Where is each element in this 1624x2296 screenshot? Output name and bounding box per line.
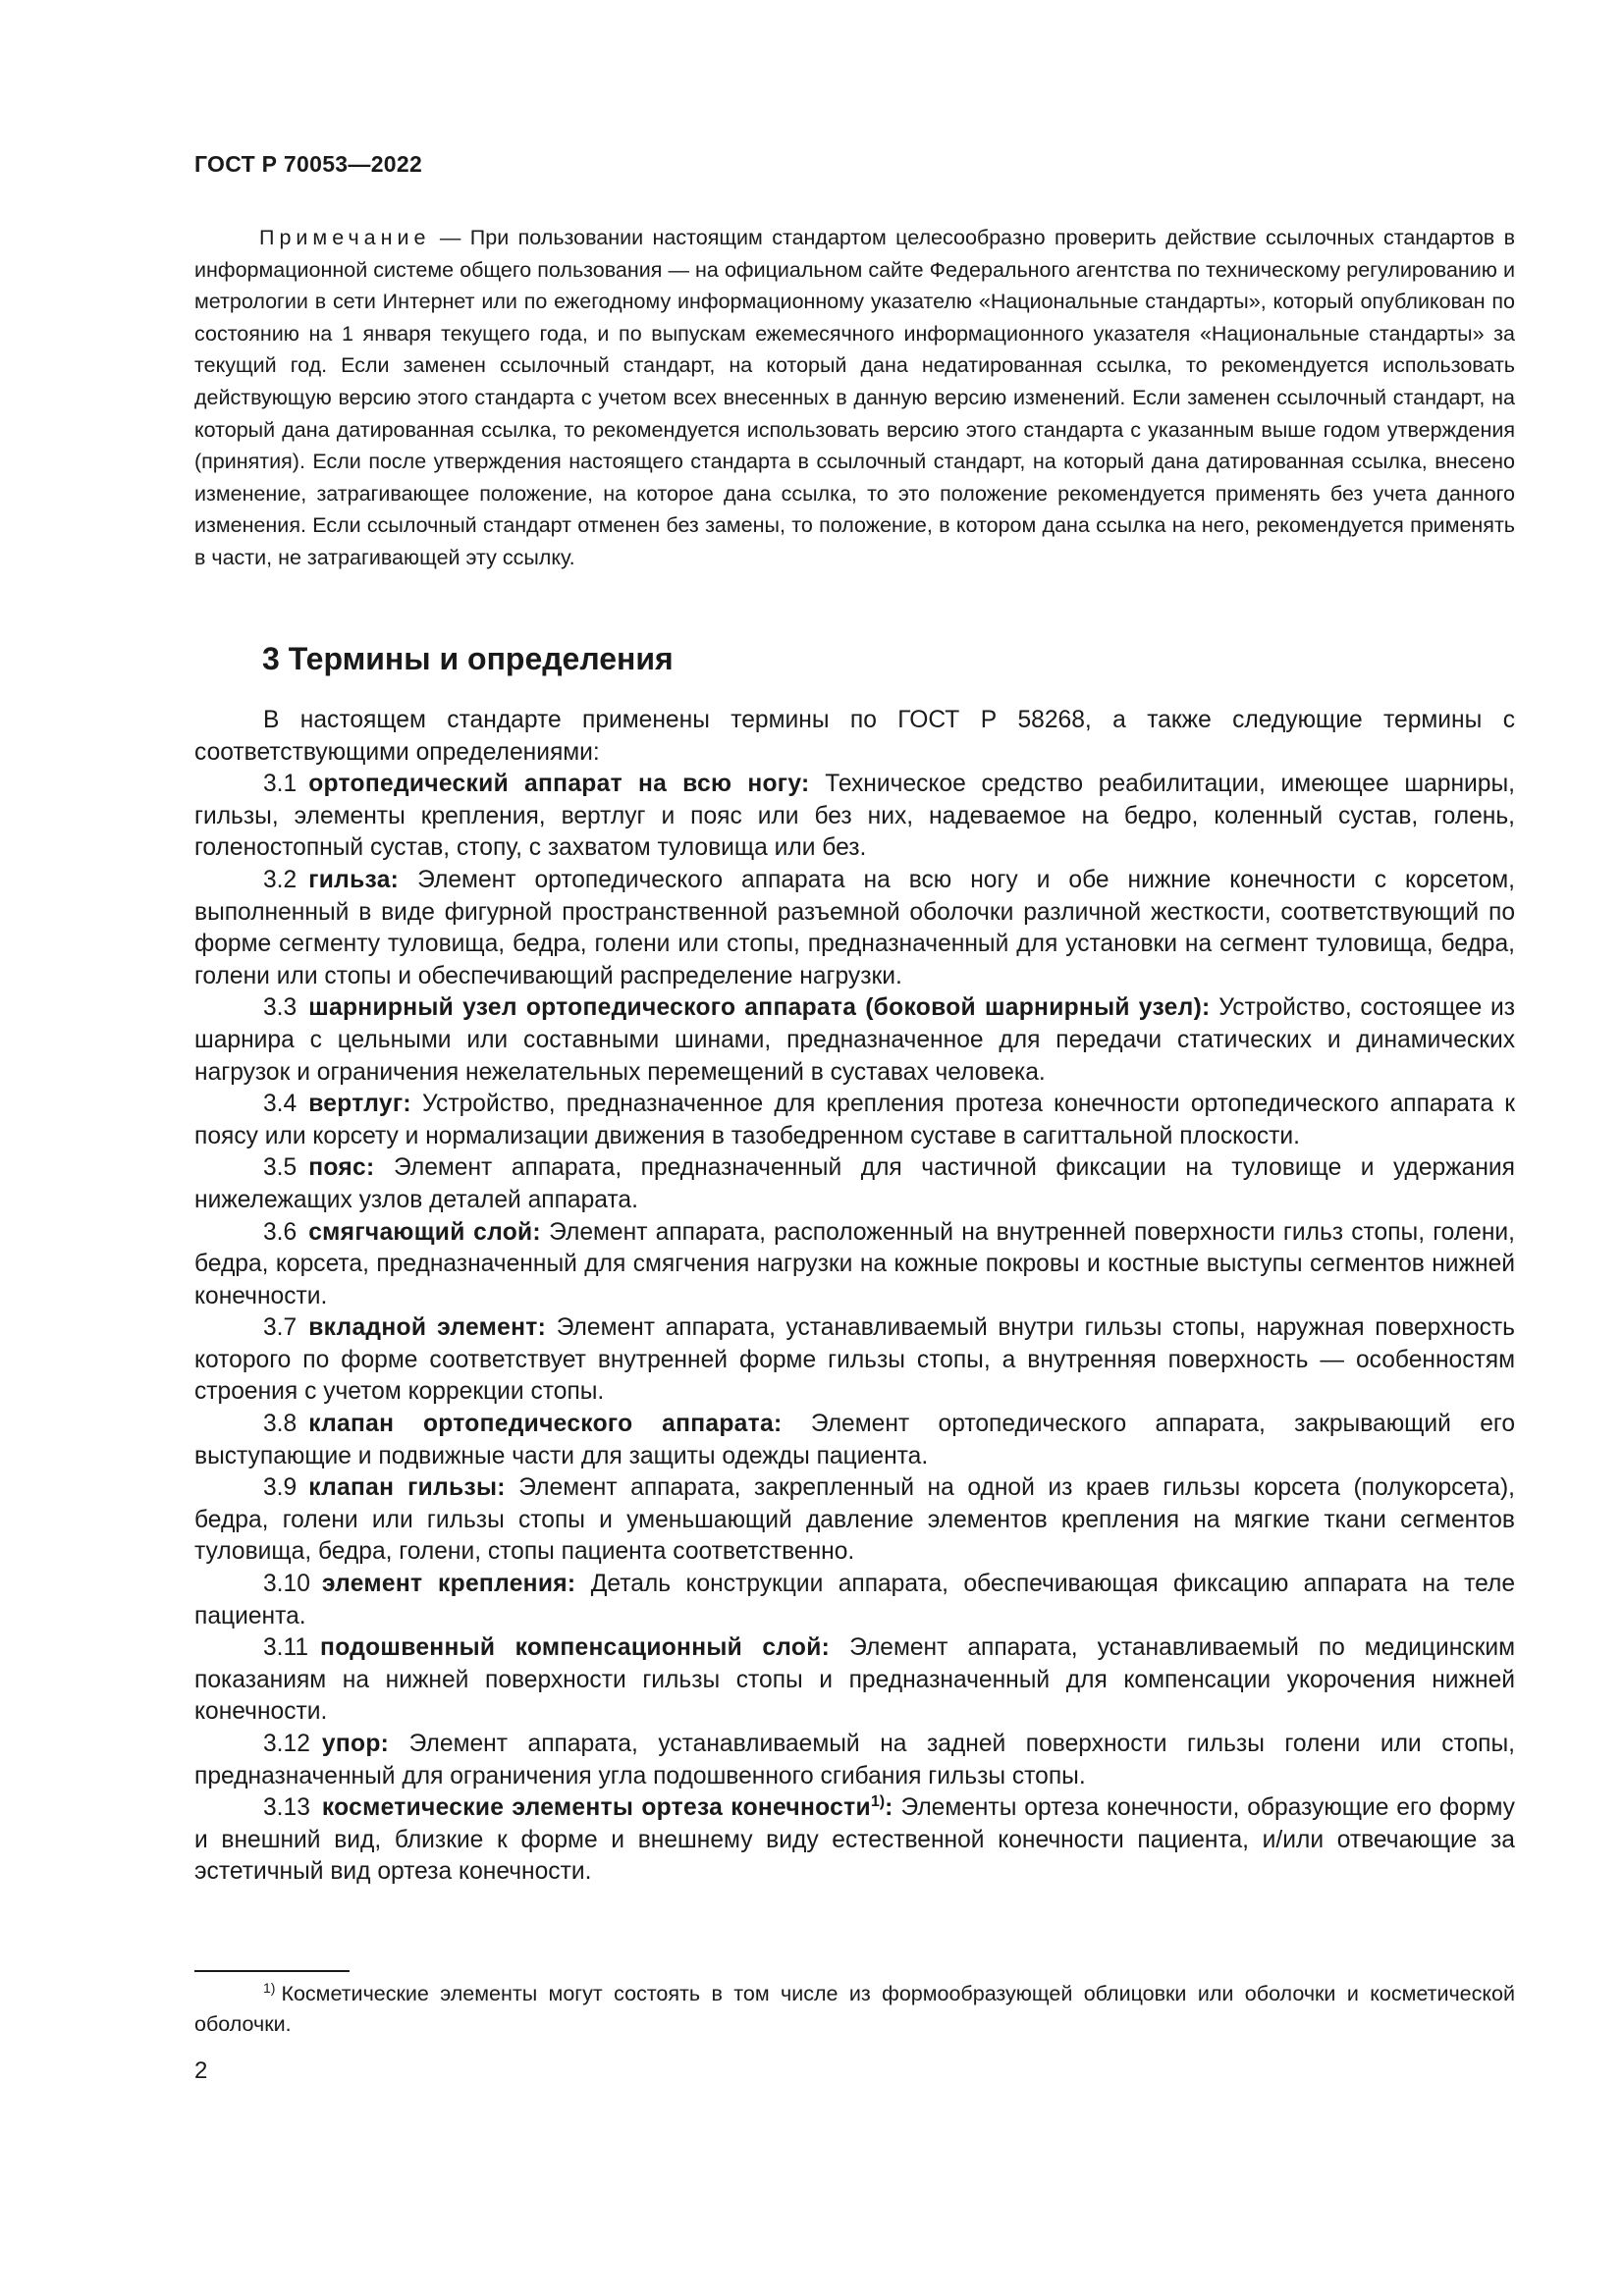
term-number: 3.9 (263, 1474, 298, 1502)
term-definition: Устройство, предназначенное для крепления протеза конечности ортопедического аппарата к поясу или корсету и нормализации движения в тазобедренном суставе в сагиттальной плоскости. (194, 1091, 1515, 1149)
term-name: вкладной элемент: (308, 1314, 547, 1342)
term-definition: Элемент аппарата, устанавливаемый по медицинским показаниям на нижней поверхности гильзы стопы и предназначенный для компенсации укорочения нижней конечности. (194, 1634, 1515, 1726)
term-name: вертлуг: (308, 1091, 411, 1118)
term-entry (194, 1472, 1515, 1569)
footnote-text: Косметические элементы могут состоять в том числе из формообразующей облицовки или оболочки и косметической оболочки. (194, 1982, 1515, 2036)
term-colon: : (885, 1794, 893, 1822)
term-entry (194, 865, 1515, 992)
note-label: Примечание (259, 226, 431, 249)
term-entry (194, 992, 1515, 1089)
term-definition: Элемент аппарата, закрепленный на одной из краев гильзы корсета (полукорсета), бедра, голени или гильзы стопы и уменьшающий давление элементов крепления на мягкие ткани сегментов туловища, бедра, голени, стопы пациента соответственно. (194, 1474, 1515, 1566)
term-name: гильза: (308, 866, 400, 893)
term-name: клапан ортопедического аппарата: (308, 1411, 783, 1438)
term-name: ортопедический аппарат на всю ногу: (308, 771, 810, 798)
term-name: подошвенный компенсационный слой: (320, 1634, 831, 1662)
term-name: упор: (321, 1731, 390, 1757)
term-entry (194, 1569, 1515, 1632)
term-definition: Деталь конструкции аппарата, обеспечивающая фиксацию аппарата на теле пациента. (194, 1571, 1516, 1629)
term-entry (194, 1792, 1515, 1889)
footnote-reference[interactable]: 1) (870, 1793, 886, 1810)
term-entry (194, 1632, 1515, 1729)
term-entry (194, 1409, 1515, 1472)
term-definition: Элемент аппарата, предназначенный для частичной фиксации на туловище и удержания нижележащих узлов деталей аппарата. (194, 1154, 1515, 1213)
term-definition: Техническое средство реабилитации, имеющее шарниры, гильзы, элементы крепления, вертлуг и пояс или без них, надеваемое на бедро, коленный сустав, голень, голеностопный сустав, стопу, с захватом туловища или без. (194, 771, 1515, 862)
term-entry (194, 1152, 1515, 1216)
term-entry (194, 1729, 1515, 1792)
term-definition: Элемент ортопедического аппарата, закрывающий его выступающие и подвижные части для защиты одежды пациента. (194, 1411, 1515, 1469)
term-entry (194, 1089, 1515, 1152)
term-definition: Элемент аппарата, устанавливаемый на задней поверхности гильзы голени или стопы, предназначенный для ограничения угла подошвенного сгибания гильзы стопы. (194, 1731, 1515, 1789)
term-name: шарнирный узел ортопедического аппарата (боковой шарнирный узел): (308, 994, 1211, 1022)
term-number: 3.2 (263, 866, 298, 893)
section-title: 3 Термины и определения (262, 641, 674, 676)
footnote-marker: 1) (263, 1979, 276, 1996)
footnote-divider (194, 1970, 350, 1972)
term-number: 3.3 (263, 994, 298, 1022)
term-name: смягчающий слой: (308, 1218, 541, 1246)
term-definition: Элемент ортопедического аппарата на всю ногу и обе нижние конечности с корсетом, выполненный в виде фигурной пространственной разъемной оболочки различной жесткости, соответствующий по форме сегменту туловища, бедра, голени или стопы, предназначенный для установки на сегмент туловища, бедра, голени или стопы и обеспечивающий распределение нагрузки. (194, 866, 1515, 989)
term-number: 3.5 (263, 1154, 298, 1182)
section-intro: В настоящем стандарте применены термины по ГОСТ Р 58268, а также следующие термины с соответствующими определениями: (194, 707, 1515, 766)
page-number: 2 (194, 2057, 208, 2084)
reference-note (194, 222, 1515, 574)
term-number: 3.12 (263, 1731, 310, 1757)
term-number: 3.13 (263, 1794, 310, 1822)
term-number: 3.7 (263, 1314, 298, 1342)
term-name: элемент крепления: (321, 1571, 576, 1598)
term-definition: Элементы ортеза конечности, образующие его форму и внешний вид, близкие к форме и внешнему виду естественной конечности пациента, и/или отвечающие за эстетичный вид ортеза конечности. (194, 1794, 1515, 1886)
term-name: пояс: (308, 1154, 375, 1182)
term-entry (194, 1217, 1515, 1313)
term-definition: Элемент аппарата, устанавливаемый внутри гильзы стопы, наружная поверхность которого по форме соответствует внутренней форме гильзы стопы, а внутренняя поверхность — особенностям строения с учетом коррекции стопы. (194, 1314, 1515, 1406)
term-number: 3.1 (263, 771, 298, 798)
term-name: клапан гильзы: (308, 1474, 506, 1502)
term-definition: Устройство, состоящее из шарнира с цельными или составными шинами, предназначенное для передачи статических и динамических нагрузок и ограничения нежелательных перемещений в суставах человека. (194, 994, 1515, 1086)
term-definition: Элемент аппарата, расположенный на внутренней поверхности гильз стопы, голени, бедра, корсета, предназначенный для смягчения нагрузки на кожные покровы и костные выступы сегментов нижней конечности. (194, 1218, 1516, 1309)
term-number: 3.10 (263, 1571, 310, 1598)
term-entry (194, 1312, 1515, 1409)
terms-list (194, 705, 1515, 1889)
note-text: — При пользовании настоящим стандартом целесообразно проверить действие ссылочных стандартов в информационной системе общего пользования — на официальном сайте Федерального агентства по техническому регулированию и метрологии в сети Интернет или по ежегодному информационному указателю «Национальные стандарты», который опубликован по состоянию на 1 января текущего года, и по выпускам ежемесячного информационного указателя «Национальные стандарты» за текущий год. Если заменен ссылочный стандарт, на который дана недатированная ссылка, то рекомендуется использовать действующую версию этого стандарта с учетом всех внесенных в данную версию изменений. Если заменен ссылочный стандарт, на который дана датированная ссылка, то рекомендуется использовать версию этого стандарта с указанным выше годом утверждения (принятия). Если после утверждения настоящего стандарта в ссылочный стандарт, на который дана датированная ссылка, внесено изменение, затрагивающее положение, на которое дана ссылка, то это положение рекомендуется применять без учета данного изменения. Если ссылочный стандарт отменен без замены, то положение, в котором дана ссылка на него, рекомендуется применять в части, не затрагивающей эту ссылку. (194, 226, 1515, 569)
term-entry (194, 769, 1515, 865)
term-number: 3.8 (263, 1411, 298, 1438)
term-number: 3.4 (263, 1091, 298, 1118)
term-name: косметические элементы ортеза конечности (321, 1794, 871, 1822)
term-number: 3.6 (263, 1218, 298, 1246)
term-number: 3.11 (263, 1634, 309, 1662)
document-code-header: ГОСТ Р 70053—2022 (194, 151, 423, 177)
footnote (194, 1979, 1515, 2040)
